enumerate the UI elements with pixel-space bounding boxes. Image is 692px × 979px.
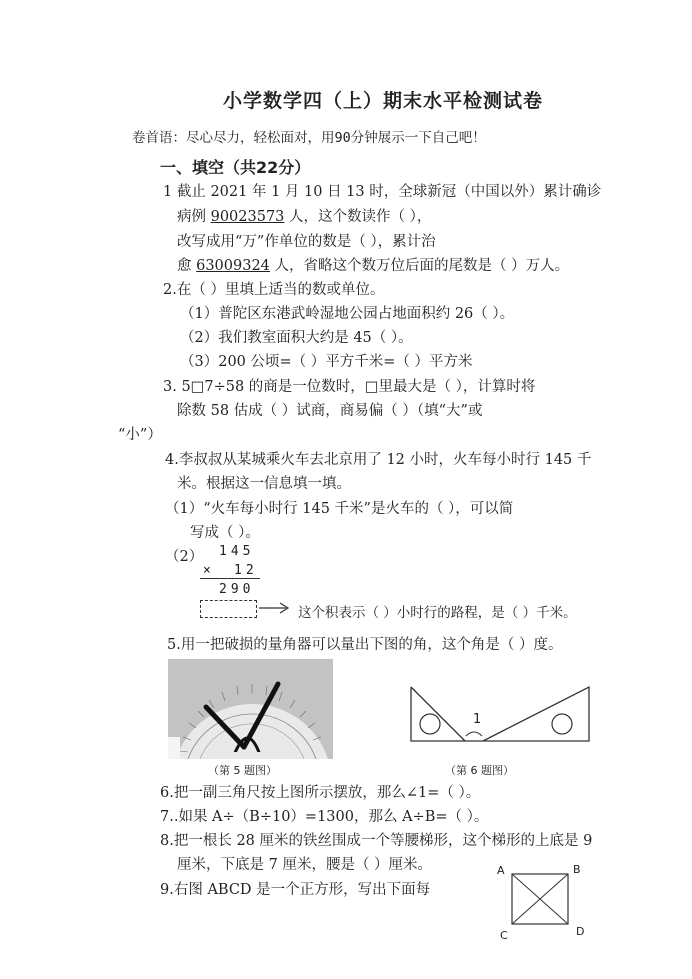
calc-operator: × xyxy=(203,563,215,578)
motto: 卷首语：尽心尽力，轻松面对，用90分钟展示一下自己吧！ xyxy=(132,130,486,146)
calc-multiplicand: 145 xyxy=(219,544,255,559)
q2-sub3: （3）200 公顷=（ ）平方千米=（ ）平方米 xyxy=(180,354,473,370)
q1-line1: 1 截止 2021 年 1 月 10 日 13 时，全球新冠（中国以外）累计确诊 xyxy=(163,184,602,200)
arrow-right-icon xyxy=(258,601,292,615)
q2-line1: 2.在（ ）里填上适当的数或单位。 xyxy=(163,282,385,298)
q4-sub2-label: （2） xyxy=(165,549,204,565)
q8-line1: 8.把一根长 28 厘米的铁丝围成一个等腰梯形，这个梯形的上底是 9 xyxy=(160,833,593,849)
q7-text: 7..如果 A÷（B÷10）=1300，那么 A÷B=（ ）。 xyxy=(160,809,489,825)
q1-line2: 病例 90023573 人，这个数读作（ ）， xyxy=(177,209,432,225)
q9-text: 9.右图 ABCD 是一个正方形，写出下面每 xyxy=(160,882,431,898)
q2-sub1: （1）普陀区东港武岭湿地公园占地面积约 26（ ）。 xyxy=(180,306,515,322)
q8-line2: 厘米，下底是 7 厘米，腰是（ ）厘米。 xyxy=(177,857,433,873)
q5-text: 5.用一把破损的量角器可以量出下图的角，这个角是（ ）度。 xyxy=(167,637,563,653)
q4-line2: 米。根据这一信息填一填。 xyxy=(177,476,351,492)
q4-sub1b: 写成（ ）。 xyxy=(190,525,260,541)
calc-blank-box xyxy=(200,600,257,618)
q3-line1: 3. 5□7÷58 的商是一位数时，□里最大是（ ），计算时将 xyxy=(163,379,536,395)
q4-sub2-tail: 这个积表示（ ）小时行的路程，是（ ）千米。 xyxy=(298,605,577,621)
q2-sub2: （2）我们教室面积大约是 45（ ）。 xyxy=(180,330,413,346)
fig5-caption: （第 5 题图） xyxy=(208,764,277,777)
q3-line3: “小”） xyxy=(118,427,162,443)
recovered-number: 63009324 xyxy=(196,258,270,274)
q6-text: 6.把一副三角尺按上图所示摆放，那么∠1=（ ）。 xyxy=(160,785,481,801)
square-abcd-figure xyxy=(511,873,569,925)
q4-sub1a: （1）“火车每小时行 145 千米”是火车的（ ），可以简 xyxy=(165,501,514,517)
q1-line4: 愈 63009324 人，省略这个数万位后面的尾数是（ ）万人。 xyxy=(177,258,570,274)
calc-partial: 290 xyxy=(219,582,255,597)
calc-line xyxy=(200,578,260,579)
set-squares-figure xyxy=(408,684,592,744)
vertex-c-label: C xyxy=(500,929,508,942)
case-number: 90023573 xyxy=(210,209,285,225)
page-title: 小学数学四（上）期末水平检测试卷 xyxy=(223,90,544,112)
vertex-a-label: A xyxy=(497,864,505,877)
q4-line1: 4.李叔叔从某城乘火车去北京用了 12 小时，火车每小时行 145 千 xyxy=(165,452,592,468)
q3-line2: 除数 58 估成（ ）试商，商易偏（ ）（填“大”或 xyxy=(177,403,483,419)
angle-1-label: 1 xyxy=(473,712,482,727)
fig6-caption: （第 6 题图） xyxy=(445,764,514,777)
q1-line3: 改写成用“万”作单位的数是（ ），累计治 xyxy=(177,234,436,250)
vertex-d-label: D xyxy=(576,925,585,938)
protractor-figure xyxy=(168,659,333,759)
vertex-b-label: B xyxy=(573,863,581,876)
section-heading: 一、填空（共22分） xyxy=(160,158,311,177)
calc-multiplier: 12 xyxy=(234,563,258,578)
